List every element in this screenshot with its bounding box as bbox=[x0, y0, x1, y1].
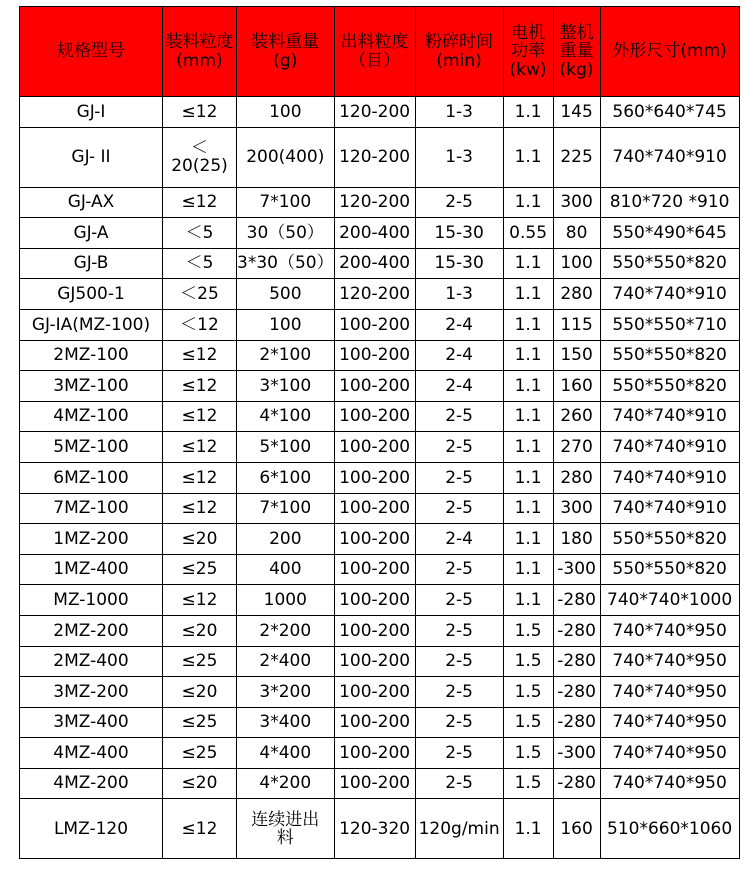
table-cell: ≤12 bbox=[163, 585, 237, 616]
table-cell: 100-200 bbox=[334, 585, 415, 616]
table-cell: ＜25 bbox=[163, 279, 237, 310]
table-cell: 300 bbox=[553, 187, 600, 218]
model-cell: 2MZ-400 bbox=[20, 646, 163, 677]
model-cell: 5MZ-100 bbox=[20, 432, 163, 463]
table-cell: ≤20 bbox=[163, 524, 237, 555]
table-cell: 100-200 bbox=[334, 768, 415, 799]
table-cell: 100-200 bbox=[334, 493, 415, 524]
table-cell: 100-200 bbox=[334, 554, 415, 585]
table-cell: 260 bbox=[553, 401, 600, 432]
table-row bbox=[20, 187, 740, 218]
table-row bbox=[20, 462, 740, 493]
table-cell: 2-5 bbox=[415, 432, 503, 463]
table-cell: ＜ 20(25) bbox=[163, 127, 237, 187]
table-cell: 1.5 bbox=[503, 768, 553, 799]
table-cell: 510*660*1060 bbox=[600, 799, 739, 859]
table-cell: 1.1 bbox=[503, 432, 553, 463]
table-cell: -300 bbox=[553, 738, 600, 769]
table-cell: 30（50） bbox=[237, 218, 335, 249]
table-cell: 1.1 bbox=[503, 127, 553, 187]
table-cell: ≤12 bbox=[163, 97, 237, 128]
table-cell: 0.55 bbox=[503, 218, 553, 249]
table-cell: 225 bbox=[553, 127, 600, 187]
table-cell: 200-400 bbox=[334, 218, 415, 249]
table-cell: ≤25 bbox=[163, 707, 237, 738]
table-cell: 740*740*950 bbox=[600, 615, 739, 646]
table-cell: 550*550*820 bbox=[600, 371, 739, 402]
table-cell: ≤12 bbox=[163, 371, 237, 402]
table-cell: 550*550*710 bbox=[600, 309, 739, 340]
table-cell: 15-30 bbox=[415, 248, 503, 279]
table-row bbox=[20, 677, 740, 708]
table-cell: 270 bbox=[553, 432, 600, 463]
model-cell: GJ-A bbox=[20, 218, 163, 249]
model-cell: GJ-B bbox=[20, 248, 163, 279]
model-cell: GJ-IA(MZ-100) bbox=[20, 309, 163, 340]
table-cell: 100-200 bbox=[334, 309, 415, 340]
table-cell: 740*740*910 bbox=[600, 279, 739, 310]
table-cell: 1.1 bbox=[503, 585, 553, 616]
table-cell: -280 bbox=[553, 585, 600, 616]
table-cell: -280 bbox=[553, 768, 600, 799]
table-cell: 200-400 bbox=[334, 248, 415, 279]
table-cell: ＜12 bbox=[163, 309, 237, 340]
table-cell: 150 bbox=[553, 340, 600, 371]
table-cell: 4*400 bbox=[237, 738, 335, 769]
table-cell: 4*200 bbox=[237, 768, 335, 799]
spec-table bbox=[19, 6, 740, 859]
table-cell: 280 bbox=[553, 462, 600, 493]
table-cell: 2*400 bbox=[237, 646, 335, 677]
table-cell: ≤20 bbox=[163, 768, 237, 799]
table-cell: 100 bbox=[237, 309, 335, 340]
table-cell: -280 bbox=[553, 646, 600, 677]
model-cell: 3MZ-400 bbox=[20, 707, 163, 738]
table-cell: 550*490*645 bbox=[600, 218, 739, 249]
header-cell: 装料粒度 (mm) bbox=[163, 7, 237, 97]
table-cell: 550*550*820 bbox=[600, 340, 739, 371]
table-row bbox=[20, 615, 740, 646]
table-cell: 3*200 bbox=[237, 677, 335, 708]
table-cell: 1.1 bbox=[503, 462, 553, 493]
model-cell: 4MZ-100 bbox=[20, 401, 163, 432]
table-cell: 280 bbox=[553, 279, 600, 310]
table-cell: ≤12 bbox=[163, 432, 237, 463]
table-cell: 2-5 bbox=[415, 646, 503, 677]
table-cell: 2-5 bbox=[415, 738, 503, 769]
table-cell: 810*720 *910 bbox=[600, 187, 739, 218]
table-cell: 2-5 bbox=[415, 187, 503, 218]
table-cell: ≤12 bbox=[163, 493, 237, 524]
table-cell: ≤12 bbox=[163, 462, 237, 493]
table-cell: 1.1 bbox=[503, 309, 553, 340]
table-cell: 100 bbox=[237, 97, 335, 128]
model-cell: 4MZ-400 bbox=[20, 738, 163, 769]
model-cell: 7MZ-100 bbox=[20, 493, 163, 524]
table-cell: ≤25 bbox=[163, 646, 237, 677]
table-cell: 180 bbox=[553, 524, 600, 555]
table-cell: 1.5 bbox=[503, 707, 553, 738]
model-cell: 6MZ-100 bbox=[20, 462, 163, 493]
table-cell: 2-5 bbox=[415, 493, 503, 524]
table-row bbox=[20, 218, 740, 249]
table-body bbox=[20, 97, 740, 859]
table-cell: -300 bbox=[553, 554, 600, 585]
table-cell: 3*100 bbox=[237, 371, 335, 402]
table-row bbox=[20, 493, 740, 524]
table-cell: ≤25 bbox=[163, 738, 237, 769]
table-cell: 100-200 bbox=[334, 524, 415, 555]
table-cell: 740*740*950 bbox=[600, 707, 739, 738]
table-cell: 1.1 bbox=[503, 248, 553, 279]
table-row bbox=[20, 309, 740, 340]
table-cell: 6*100 bbox=[237, 462, 335, 493]
table-cell: 740*740*950 bbox=[600, 646, 739, 677]
table-cell: 2-5 bbox=[415, 677, 503, 708]
header-cell: 外形尺寸(mm) bbox=[600, 7, 739, 97]
table-cell: 2-5 bbox=[415, 554, 503, 585]
table-cell: 100-200 bbox=[334, 677, 415, 708]
table-cell: 100-200 bbox=[334, 738, 415, 769]
table-row bbox=[20, 554, 740, 585]
table-cell: 2-5 bbox=[415, 768, 503, 799]
header-cell: 整机 重量 (kg) bbox=[553, 7, 600, 97]
table-cell: 100-200 bbox=[334, 615, 415, 646]
header-cell: 规格型号 bbox=[20, 7, 163, 97]
table-cell: 1.1 bbox=[503, 524, 553, 555]
table-cell: 740*740*1000 bbox=[600, 585, 739, 616]
table-cell: 1.1 bbox=[503, 554, 553, 585]
table-cell: 2*200 bbox=[237, 615, 335, 646]
table-cell: 3*30（50） bbox=[237, 248, 335, 279]
table-cell: 2-5 bbox=[415, 585, 503, 616]
table-cell: 200(400) bbox=[237, 127, 335, 187]
table-cell: 740*740*910 bbox=[600, 493, 739, 524]
table-cell: 7*100 bbox=[237, 493, 335, 524]
table-cell: 740*740*910 bbox=[600, 401, 739, 432]
table-cell: 200 bbox=[237, 524, 335, 555]
model-cell: GJ500-1 bbox=[20, 279, 163, 310]
table-row bbox=[20, 371, 740, 402]
table-cell: 2-5 bbox=[415, 401, 503, 432]
header-cell: 出料粒度 （目） bbox=[334, 7, 415, 97]
table-cell: 7*100 bbox=[237, 187, 335, 218]
table-row bbox=[20, 738, 740, 769]
table-cell: 115 bbox=[553, 309, 600, 340]
table-row bbox=[20, 768, 740, 799]
model-cell: 2MZ-100 bbox=[20, 340, 163, 371]
table-row bbox=[20, 524, 740, 555]
table-cell: 100-200 bbox=[334, 707, 415, 738]
table-cell: 1-3 bbox=[415, 97, 503, 128]
model-cell: GJ- II bbox=[20, 127, 163, 187]
table-cell: 2-5 bbox=[415, 462, 503, 493]
table-cell: 120-200 bbox=[334, 279, 415, 310]
table-cell: 2-4 bbox=[415, 340, 503, 371]
model-cell: 3MZ-100 bbox=[20, 371, 163, 402]
table-cell: 145 bbox=[553, 97, 600, 128]
model-cell: MZ-1000 bbox=[20, 585, 163, 616]
table-cell: 740*740*950 bbox=[600, 677, 739, 708]
table-row bbox=[20, 432, 740, 463]
table-cell: 740*740*950 bbox=[600, 768, 739, 799]
table-cell: 5*100 bbox=[237, 432, 335, 463]
header-row bbox=[20, 7, 740, 97]
table-cell: 2-4 bbox=[415, 524, 503, 555]
table-cell: 550*550*820 bbox=[600, 554, 739, 585]
table-cell: 4*100 bbox=[237, 401, 335, 432]
table-cell: ≤12 bbox=[163, 187, 237, 218]
table-cell: 1.1 bbox=[503, 97, 553, 128]
table-cell: 740*740*910 bbox=[600, 127, 739, 187]
table-cell: 100-200 bbox=[334, 462, 415, 493]
table-cell: 1.1 bbox=[503, 187, 553, 218]
table-cell: 1-3 bbox=[415, 127, 503, 187]
table-cell: 2*100 bbox=[237, 340, 335, 371]
table-cell: 1.1 bbox=[503, 279, 553, 310]
table-cell: 120-320 bbox=[334, 799, 415, 859]
table-cell: 1.5 bbox=[503, 677, 553, 708]
table-cell: 550*550*820 bbox=[600, 248, 739, 279]
table-row bbox=[20, 707, 740, 738]
table-cell: 1-3 bbox=[415, 279, 503, 310]
table-cell: 100 bbox=[553, 248, 600, 279]
model-cell: 2MZ-200 bbox=[20, 615, 163, 646]
table-cell: 120g/min bbox=[415, 799, 503, 859]
table-cell: 2-5 bbox=[415, 615, 503, 646]
table-row bbox=[20, 799, 740, 859]
table-cell: -280 bbox=[553, 615, 600, 646]
table-cell: 120-200 bbox=[334, 97, 415, 128]
table-cell: 1.5 bbox=[503, 646, 553, 677]
table-row bbox=[20, 127, 740, 187]
table-row bbox=[20, 646, 740, 677]
table-cell: 160 bbox=[553, 799, 600, 859]
table-cell: ≤12 bbox=[163, 799, 237, 859]
table-row bbox=[20, 585, 740, 616]
table-cell: 740*740*910 bbox=[600, 462, 739, 493]
table-cell: 740*740*910 bbox=[600, 432, 739, 463]
table-cell: 1000 bbox=[237, 585, 335, 616]
table-cell: 1.1 bbox=[503, 401, 553, 432]
table-cell: ≤20 bbox=[163, 615, 237, 646]
model-cell: 1MZ-200 bbox=[20, 524, 163, 555]
table-cell: 1.5 bbox=[503, 615, 553, 646]
table-cell: 1.5 bbox=[503, 738, 553, 769]
table-cell: 100-200 bbox=[334, 401, 415, 432]
table-cell: 1.1 bbox=[503, 340, 553, 371]
table-cell: -280 bbox=[553, 677, 600, 708]
table-cell: 300 bbox=[553, 493, 600, 524]
table-cell: 100-200 bbox=[334, 432, 415, 463]
table-cell: 560*640*745 bbox=[600, 97, 739, 128]
table-cell: 1.1 bbox=[503, 493, 553, 524]
table-cell: 1.1 bbox=[503, 371, 553, 402]
table-row bbox=[20, 279, 740, 310]
header-cell: 装料重量 (g) bbox=[237, 7, 335, 97]
model-cell: GJ-AX bbox=[20, 187, 163, 218]
model-cell: LMZ-120 bbox=[20, 799, 163, 859]
table-cell: 550*550*820 bbox=[600, 524, 739, 555]
table-cell: 连续进出 料 bbox=[237, 799, 335, 859]
table-cell: ≤12 bbox=[163, 340, 237, 371]
table-row bbox=[20, 97, 740, 128]
table-cell: ≤12 bbox=[163, 401, 237, 432]
table-cell: 80 bbox=[553, 218, 600, 249]
table-cell: 740*740*950 bbox=[600, 738, 739, 769]
table-cell: 2-4 bbox=[415, 371, 503, 402]
table-cell: 100-200 bbox=[334, 646, 415, 677]
table-cell: -280 bbox=[553, 707, 600, 738]
table-cell: 160 bbox=[553, 371, 600, 402]
table-cell: 2-5 bbox=[415, 707, 503, 738]
table-cell: 100-200 bbox=[334, 340, 415, 371]
header-cell: 粉碎时间 (min) bbox=[415, 7, 503, 97]
table-cell: ＜5 bbox=[163, 248, 237, 279]
table-row bbox=[20, 248, 740, 279]
model-cell: 3MZ-200 bbox=[20, 677, 163, 708]
table-row bbox=[20, 401, 740, 432]
table-cell: 3*400 bbox=[237, 707, 335, 738]
table-cell: 120-200 bbox=[334, 187, 415, 218]
table-cell: 100-200 bbox=[334, 371, 415, 402]
table-cell: 120-200 bbox=[334, 127, 415, 187]
table-cell: 15-30 bbox=[415, 218, 503, 249]
table-cell: 2-4 bbox=[415, 309, 503, 340]
table-cell: 1.1 bbox=[503, 799, 553, 859]
table-cell: ≤20 bbox=[163, 677, 237, 708]
model-cell: GJ-I bbox=[20, 97, 163, 128]
table-row bbox=[20, 340, 740, 371]
table-cell: ＜5 bbox=[163, 218, 237, 249]
model-cell: 1MZ-400 bbox=[20, 554, 163, 585]
header-cell: 电机 功率 (kw) bbox=[503, 7, 553, 97]
table-cell: 500 bbox=[237, 279, 335, 310]
table-cell: ≤25 bbox=[163, 554, 237, 585]
table-cell: 400 bbox=[237, 554, 335, 585]
model-cell: 4MZ-200 bbox=[20, 768, 163, 799]
